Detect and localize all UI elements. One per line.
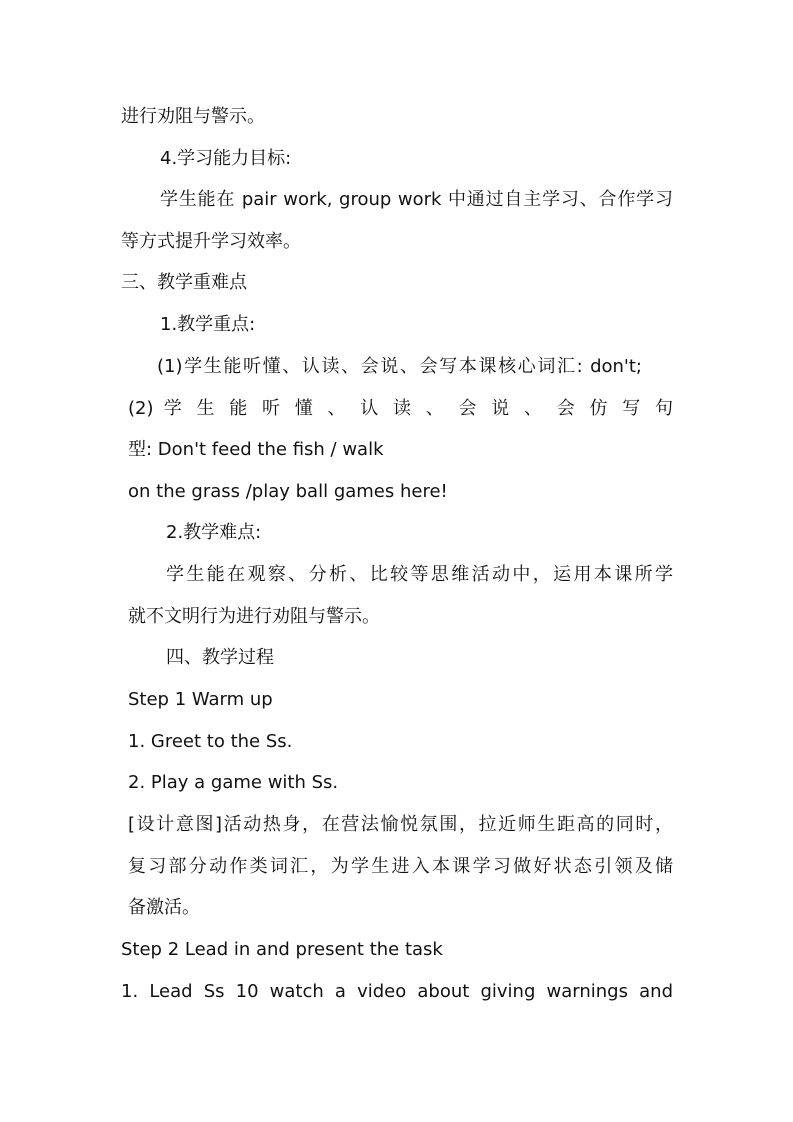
- text-line: 就不文明行为进行劝阻与警示。: [128, 606, 380, 627]
- text-line: (1)学生能听懂、认读、会说、会写本课核心词汇: don't;: [157, 356, 642, 377]
- design-note: [设计意图]活动热身，在营法愉悦氛围，拉近师生距高的同时，: [128, 814, 673, 835]
- text-line: (2) 学 生 能 听 懂 、 认 读 、 会 说 、 会 仿 写 句: [128, 398, 673, 419]
- list-item: 2. Play a game with Ss.: [128, 772, 339, 793]
- design-note: 复习部分动作类词汇，为学生进入本课学习做好状态引领及储: [128, 856, 673, 877]
- step-heading: Step 2 Lead in and present the task: [121, 939, 443, 960]
- text-line: 等方式提升学习效率。: [121, 231, 301, 252]
- text-line: 进行劝阻与警示。: [121, 106, 265, 127]
- section-heading: 4.学习能力目标:: [160, 148, 292, 169]
- step-heading: Step 1 Warm up: [128, 689, 273, 710]
- section-heading: 三、教学重难点: [121, 272, 247, 293]
- subsection-heading: 1.教学重点:: [160, 314, 256, 335]
- design-note: 备激活。: [128, 897, 200, 918]
- list-item: 1. Lead Ss 10 watch a video about giving warnings and: [121, 981, 673, 1002]
- text-line: 型: Don't feed the fish / walk: [128, 439, 384, 460]
- section-heading: 四、教学过程: [166, 647, 274, 668]
- subsection-heading: 2.教学难点:: [166, 522, 262, 543]
- text-line: 学生能在观察、分析、比较等思维活动中，运用本课所学: [166, 564, 673, 585]
- text-line: 学生能在 pair work, group work 中通过自主学习、合作学习: [160, 189, 673, 210]
- text-line: on the grass /play ball games here!: [128, 481, 448, 502]
- list-item: 1. Greet to the Ss.: [128, 731, 293, 752]
